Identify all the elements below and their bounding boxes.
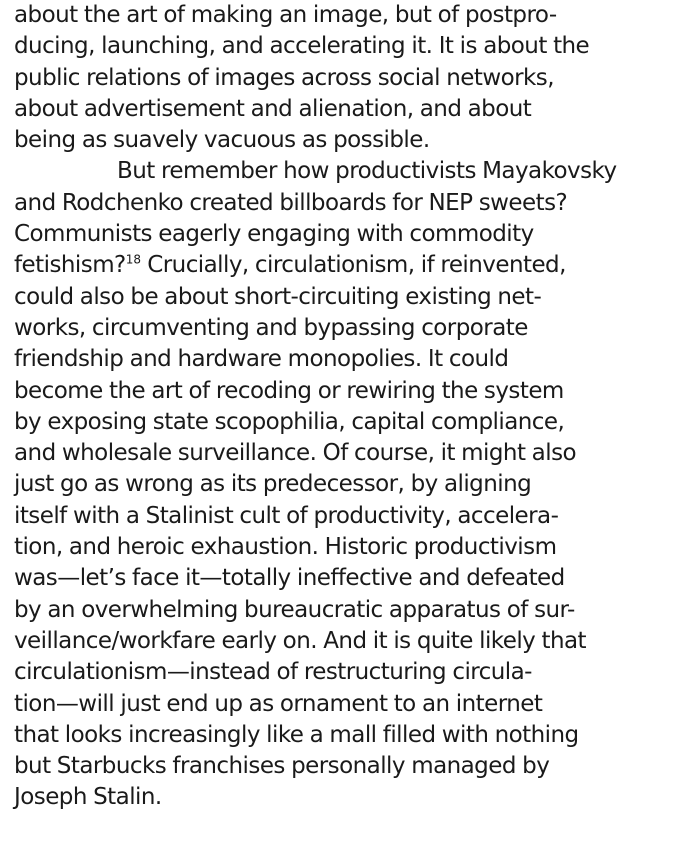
text-line: but Starbucks franchises personally managed by	[14, 753, 550, 780]
text-line: circulationism—instead of restructuring circula-	[14, 659, 532, 686]
text-line: just go as wrong as its predecessor, by aligning	[14, 471, 532, 498]
text-line: Communists eagerly engaging with commodity	[14, 221, 534, 248]
text-line: that looks increasingly like a mall filled with nothing	[14, 721, 579, 748]
text-line: by exposing state scopophilia, capital compliance,	[14, 408, 565, 435]
text-line: ducing, launching, and accelerating it. It is about the	[14, 33, 590, 60]
paragraph-1	[14, 0, 678, 156]
text-line: friendship and hardware monopolies. It could	[14, 346, 509, 373]
paragraph-2	[14, 156, 678, 813]
text-line-indented: But remember how productivists Mayakovsky	[117, 158, 617, 185]
line-text: Crucially, circulationism, if reinvented,	[140, 252, 566, 279]
text-line: tion, and heroic exhaustion. Historic productivism	[14, 534, 557, 561]
text-line: itself with a Stalinist cult of productivity, accelera-	[14, 502, 559, 529]
text-line: about advertisement and alienation, and about	[14, 95, 532, 122]
text-line: being as suavely vacuous as possible.	[14, 127, 430, 154]
line-text: fetishism?	[14, 252, 126, 279]
text-line: was—let’s face it—totally ineffective and defeated	[14, 565, 565, 592]
text-line: public relations of images across social networks,	[14, 64, 554, 91]
text-line: works, circumventing and bypassing corporate	[14, 314, 528, 341]
text-line: and wholesale surveillance. Of course, it might also	[14, 440, 577, 467]
text-line: about the art of making an image, but of postpro-	[14, 2, 557, 28]
text-line: Joseph Stalin.	[14, 784, 162, 811]
footnote-reference: 18	[125, 252, 141, 267]
text-line: could also be about short-circuiting existing net-	[14, 283, 542, 310]
text-line-with-footnote	[14, 250, 678, 281]
text-line: become the art of recoding or rewiring the system	[14, 377, 564, 404]
text-line: veillance/workfare early on. And it is quite likely that	[14, 627, 587, 654]
text-line: by an overwhelming bureaucratic apparatus of sur-	[14, 596, 575, 623]
text-line: and Rodchenko created billboards for NEP sweets?	[14, 189, 568, 216]
text-line: tion—will just end up as ornament to an internet	[14, 690, 543, 717]
text-page	[14, 0, 678, 814]
